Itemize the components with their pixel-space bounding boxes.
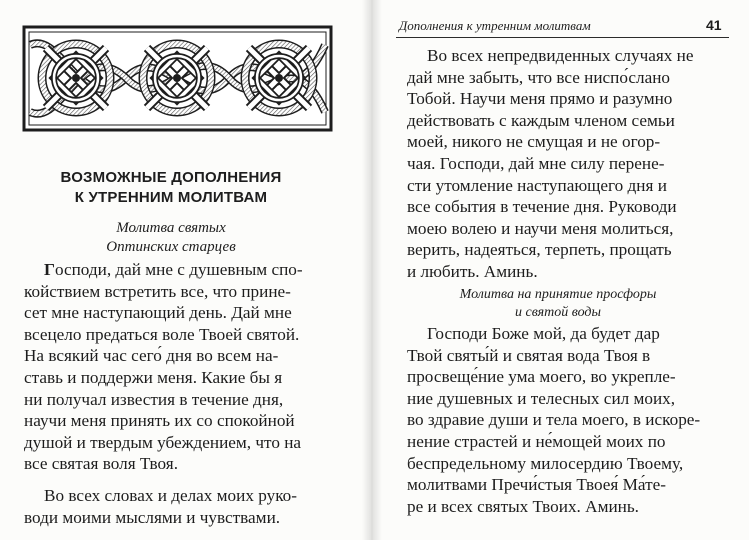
text-line: На всякий час сего́ дня во всем на- <box>24 346 279 366</box>
text-line: всецело предаться воле Твоей святой. <box>24 324 300 344</box>
prayer-title-optina <box>40 219 302 257</box>
prayer-title-line: и святой воды <box>515 305 601 320</box>
text-line: води моими мыслями и чувствами. <box>24 507 281 527</box>
prayer-body-prosphora <box>407 323 725 517</box>
prayer-title-prosphora <box>388 286 728 322</box>
header-rule <box>396 37 729 38</box>
text-line: Тобой. Научи меня прямо и разумно <box>407 89 673 109</box>
text-line: и любить. Аминь. <box>407 261 538 281</box>
page-number: 41 <box>706 17 722 33</box>
prayer-title-line: Молитва на принятие просфоры <box>459 287 657 302</box>
celtic-knot-ornament-icon <box>22 25 333 132</box>
text-line: нение страстей и не́мощей моих по <box>407 431 666 451</box>
text-line: ре и всех святых Твоих. Аминь. <box>407 496 639 516</box>
prayer-body-optina <box>24 259 336 528</box>
text-line: верить, надеяться, терпеть, прощать <box>407 240 672 260</box>
text-line: койствием встретить все, что прине- <box>24 281 291 301</box>
text-line: ставь и поддержи меня. Какие бы я <box>24 367 283 387</box>
text-line: Господи, дай мне с душевным спо- <box>44 260 303 279</box>
text-line: все святая воля Твоя. <box>24 454 179 474</box>
heading-line: ВОЗМОЖНЫЕ ДОПОЛНЕНИЯ <box>60 169 282 186</box>
text-line: Твой святы́й и святая вода Твоя в <box>407 345 651 365</box>
prayer-continuation <box>407 45 725 283</box>
left-page <box>0 0 370 540</box>
prayer-title-line: Оптинских старцев <box>106 239 236 255</box>
section-heading <box>40 168 302 208</box>
drop-cap: Г <box>44 260 55 279</box>
prayer-title-line: Молитва святых <box>116 220 226 236</box>
text-line: ние душевных и телесных сил моих, <box>407 388 676 408</box>
book-gutter-shadow <box>362 0 382 540</box>
text-line: моею волею и научи меня молиться, <box>407 218 674 238</box>
text-line: сет мне наступающий день. Дай мне <box>24 303 292 323</box>
text-line: молитвами Пречи́стыя Твоея́ Ма́те- <box>407 475 666 495</box>
text-line: моей, никого не смущая и не огор- <box>407 132 661 152</box>
text-line: просвеще́ние ума моего, во укрепле- <box>407 367 676 387</box>
text-line: ни получал известия в течение дня, <box>24 389 284 409</box>
text-line: Во всех непредвиденных случаях не <box>427 46 694 65</box>
text-line: научи меня принять их со спокойной <box>24 411 295 431</box>
text-line: Во всех словах и делах моих руко- <box>44 485 297 505</box>
text-line: все события в течение дня. Руководи <box>407 197 677 217</box>
text-line: Господи Боже мой, да будет дар <box>427 324 660 343</box>
text-line: беспредельному милосердию Твоему, <box>407 453 684 473</box>
running-header: Дополнения к утренним молитвам <box>399 18 591 33</box>
text-line: во здравие души и тела моего, в искоре- <box>407 410 701 430</box>
text-line: действовать с каждым членом семьи <box>407 110 675 130</box>
text-line: душой и твердым убеждением, что на <box>24 432 302 452</box>
text-line: чая. Господи, дай мне силу перене- <box>407 153 665 173</box>
text-line: сти утомление наступающего дня и <box>407 175 667 195</box>
heading-line: К УТРЕННИМ МОЛИТВАМ <box>74 189 268 206</box>
text-line: дай мне забыть, что все ниспо́слано <box>407 67 670 87</box>
